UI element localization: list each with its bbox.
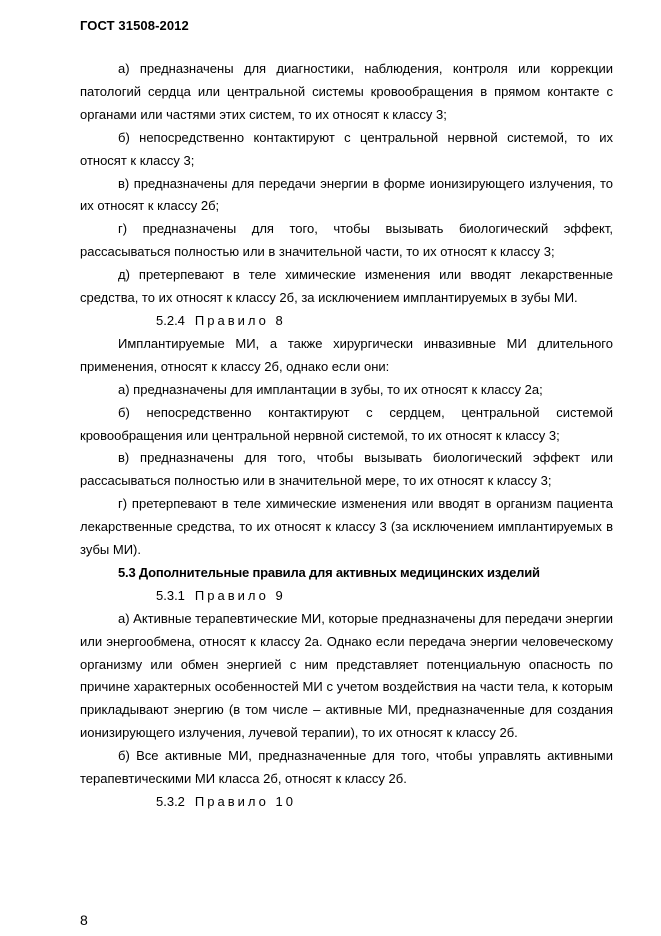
- rule-9-item-a: а) Активные терапевтические МИ, которые предназначены для передачи энергии или энергообмена, относят к классу 2а. Однако если передача энергии человеческому организму или обмен энергией с ним представляет потенциальную опасность по причине характерных особенностей МИ с учетом воздействия на части тела, к которым прикладывают энергию (в том числе – активные МИ, предназначенные для создания ионизирующего излучения, лучевой терапии), то их относят к классу 2б.: [80, 610, 613, 741]
- paragraph-item-d: д) претерпевают в теле химические изменения или вводят лекарственные средства, то их относят к классу 2б, за исключением имплантируемых в зубы МИ.: [80, 267, 613, 306]
- rule-9-number: 5.3.1: [156, 587, 185, 603]
- rule-8-number: 5.2.4: [156, 312, 185, 328]
- rule-8-intro: Имплантируемые МИ, а также хирургически инвазивные МИ длительного применения, относят к классу 2б, однако если они:: [80, 335, 613, 374]
- paragraph-item-b: б) непосредственно контактируют с центральной нервной системой, то их относят к классу 3;: [80, 129, 613, 168]
- rule-8-item-b: б) непосредственно контактируют с сердцем, центральной системой кровообращения или центральной нервной системой, то их относят к классу 3;: [80, 404, 613, 443]
- rule-9-heading: [80, 585, 613, 608]
- document-code-header: ГОСТ 31508-2012: [80, 18, 189, 33]
- page-number: 8: [80, 912, 88, 928]
- paragraph-item-g: г) предназначены для того, чтобы вызывать биологический эффект, рассасываться полностью или в значительной части, то их относят к классу 3;: [80, 221, 613, 260]
- rule-8-item-g: г) претерпевают в теле химические изменения или вводят в организм пациента лекарственные средства, то их относят к классу 3 (за исключением имплантируемых в зубы МИ).: [80, 496, 613, 558]
- rule-10-title: Правило 10: [194, 794, 296, 809]
- rule-10-number: 5.3.2: [156, 794, 185, 809]
- rule-10-heading: [80, 791, 613, 814]
- section-5-3-title: 5.3 Дополнительные правила для активных медицинских изделий: [118, 564, 540, 580]
- rule-8-item-a: а) предназначены для имплантации в зубы, то их относят к классу 2а;: [118, 381, 543, 397]
- paragraph-item-v: в) предназначены для передачи энергии в форме ионизирующего излучения, то их относят к классу 2б;: [80, 175, 613, 214]
- rule-8-item-v: в) предназначены для того, чтобы вызывать биологический эффект или рассасываться полностью или в значительной мере, то их относят к классу 3;: [80, 450, 613, 489]
- rule-8-heading: [80, 310, 613, 333]
- rule-9-item-b: б) Все активные МИ, предназначенные для того, чтобы управлять активными терапевтическими МИ класса 2б, относят к классу 2б.: [80, 748, 613, 787]
- rule-8-title: Правило 8: [194, 312, 286, 328]
- rule-9-title: Правило 9: [194, 587, 286, 603]
- paragraph-item-a: а) предназначены для диагностики, наблюдения, контроля или коррекции патологий сердца или центральной системы кровообращения в прямом контакте с органами или частями этих систем, то их относят к классу 3;: [80, 61, 613, 122]
- document-body: [80, 58, 613, 814]
